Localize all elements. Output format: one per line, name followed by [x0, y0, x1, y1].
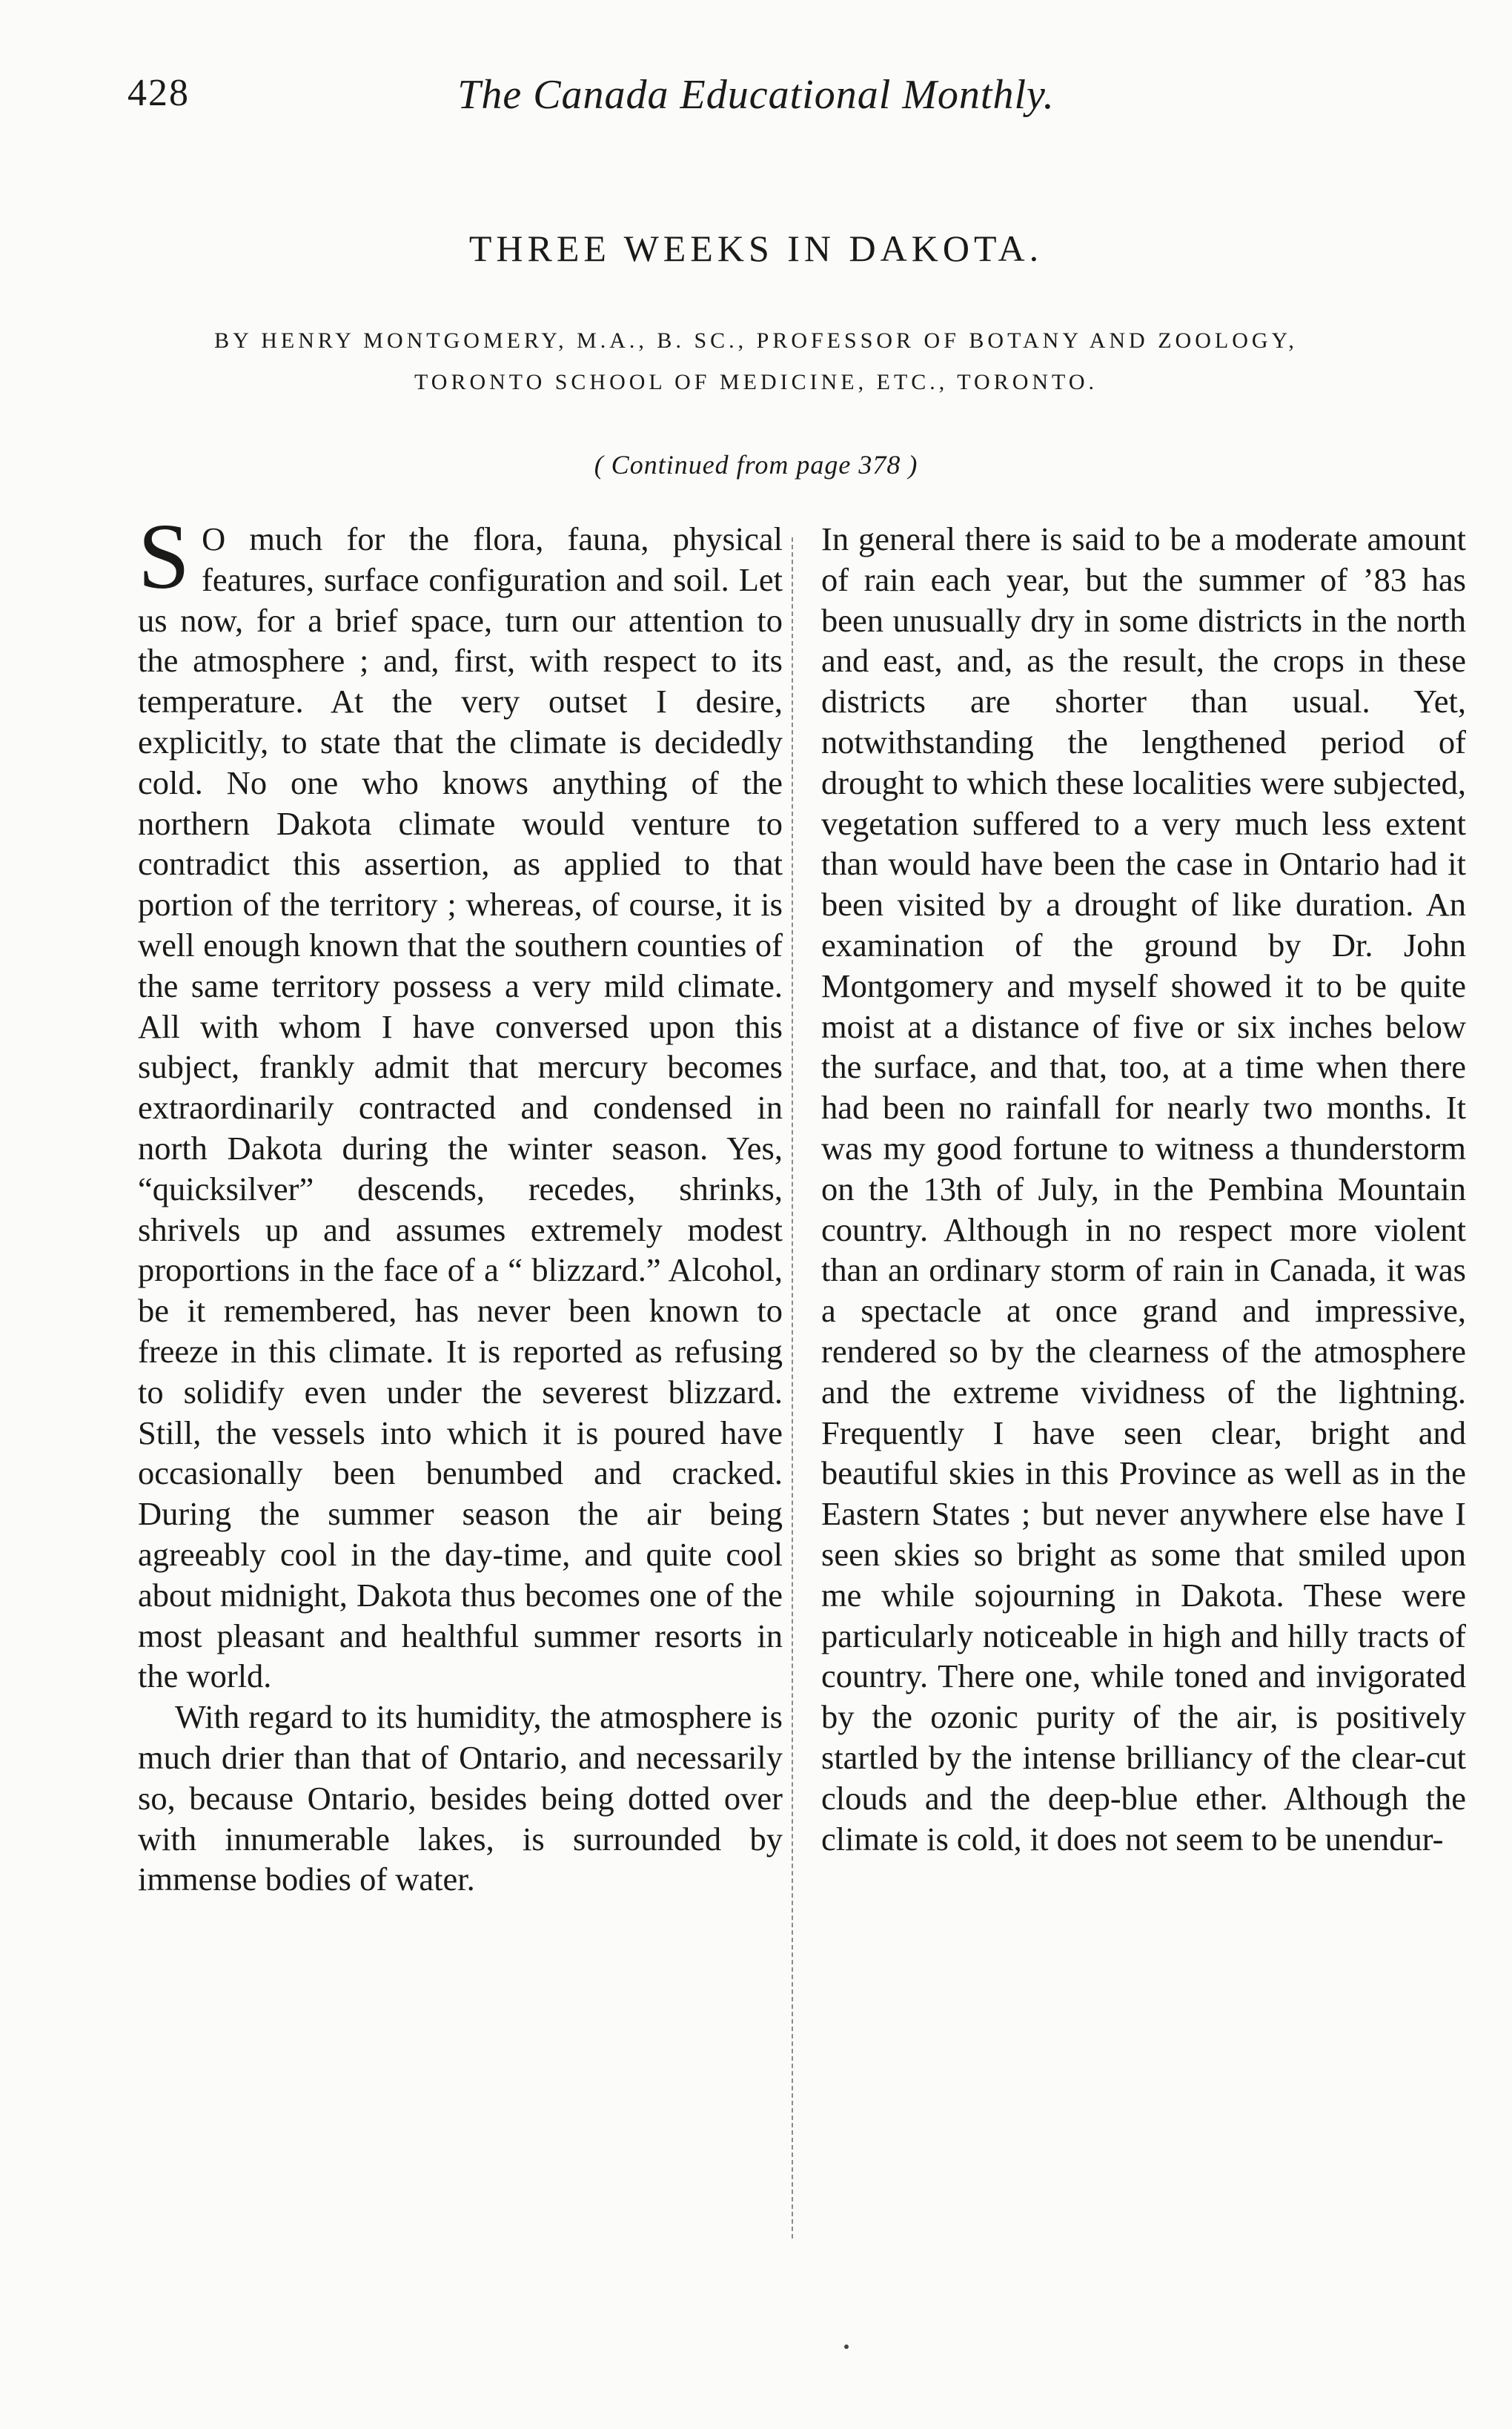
column-divider: [792, 537, 793, 2239]
paragraph-1: [138, 506, 783, 1697]
paragraph-3: In general there is said to be a moderate amount of rain each year, but the summer of ’83 has been unusually dry in some districts in the north and east, and, as the result, the crops in these districts are shorter than usual. Yet, notwithstanding the lengthened period of drought to which these localities were subjected, vegetation suffered to a very much less extent than would have been the case in Ontario had it been visited by a drought of like duration. An examination of the ground by Dr. John Montgomery and myself showed it to be quite moist at a distance of five or six inches below the surface, and that, too, at a time when there had been no rainfall for nearly two months. It was my good fortune to witness a thunderstorm on the 13th of July, in the Pembina Mountain country. Although in no respect more violent than an ordinary storm of rain in Canada, it was a spectacle at once grand and impressive, rendered so by the clearness of the atmosphere and the extreme vividness of the lightning. Frequently I have seen clear, bright and beautiful skies in this Province as well as in the Eastern States ; but never anywhere else have I seen skies so bright as some that smiled upon me while sojourning in Dakota. These were particularly noticeable in high and hilly tracts of country. There one, while toned and invigorated by the ozonic purity of the air, is positively startled by the intense brilliancy of the clear-cut clouds and the deep-blue ether. Although the climate is cold, it does not seem to be unendur-: [821, 520, 1466, 1858]
byline-line-2: TORONTO SCHOOL OF MEDICINE, ETC., TORONTO.: [414, 370, 1098, 394]
paragraph-2: With regard to its humidity, the atmosphere is much drier than that of Ontario, and necessarily so, because Ontario, besides being dotted over with innumerable lakes, is surrounded by immense bodies of water.: [138, 1698, 783, 1898]
left-column: [138, 506, 783, 1900]
byline: [133, 320, 1379, 403]
continued-note: ( Continued from page 378 ): [594, 450, 918, 480]
paragraph-1-text: O much for the flora, fauna, physical features, surface configuration and soil. Let us now, for a brief space, turn our attention to the atmosphere ; and, first, with respect to its temperature. At the very outset I desire, explicitly, to state that the climate is decidedly cold. No one who knows anything of the northern Dakota climate would venture to contradict this assertion, as applied to that portion of the territory ; whereas, of course, it is well enough known that the southern counties of the same territory possess a very mild climate. All with whom I have conversed upon this subject, frankly admit that mercury becomes extraordinarily contracted and condensed in north Dakota during the winter season. Yes, “quicksilver” descends, recedes, shrinks, shrivels up and assumes extremely modest proportions in the face of a “ blizzard.” Alcohol, be it remembered, has never been known to freeze in this climate. It is reported as refusing to solidify even under the severest blizzard. Still, the vessels into which it is poured have occasionally been benumbed and cracked. During the summer season the air being agreeably cool in the day-time, and quite cool about midnight, Dakota thus becomes one of the most pleasant and healthful summer resorts in the world.: [138, 520, 783, 1695]
article-title: THREE WEEKS IN DAKOTA.: [468, 228, 1044, 269]
running-head: The Canada Educational Monthly.: [457, 72, 1055, 118]
page-speck: [844, 2345, 849, 2349]
byline-line-1: BY HENRY MONTGOMERY, M.A., B. SC., PROFESSOR OF BOTANY AND ZOOLOGY,: [214, 328, 1298, 353]
right-column: [821, 519, 1466, 1859]
page-number: 428: [127, 72, 190, 114]
drop-cap: S: [138, 506, 190, 609]
